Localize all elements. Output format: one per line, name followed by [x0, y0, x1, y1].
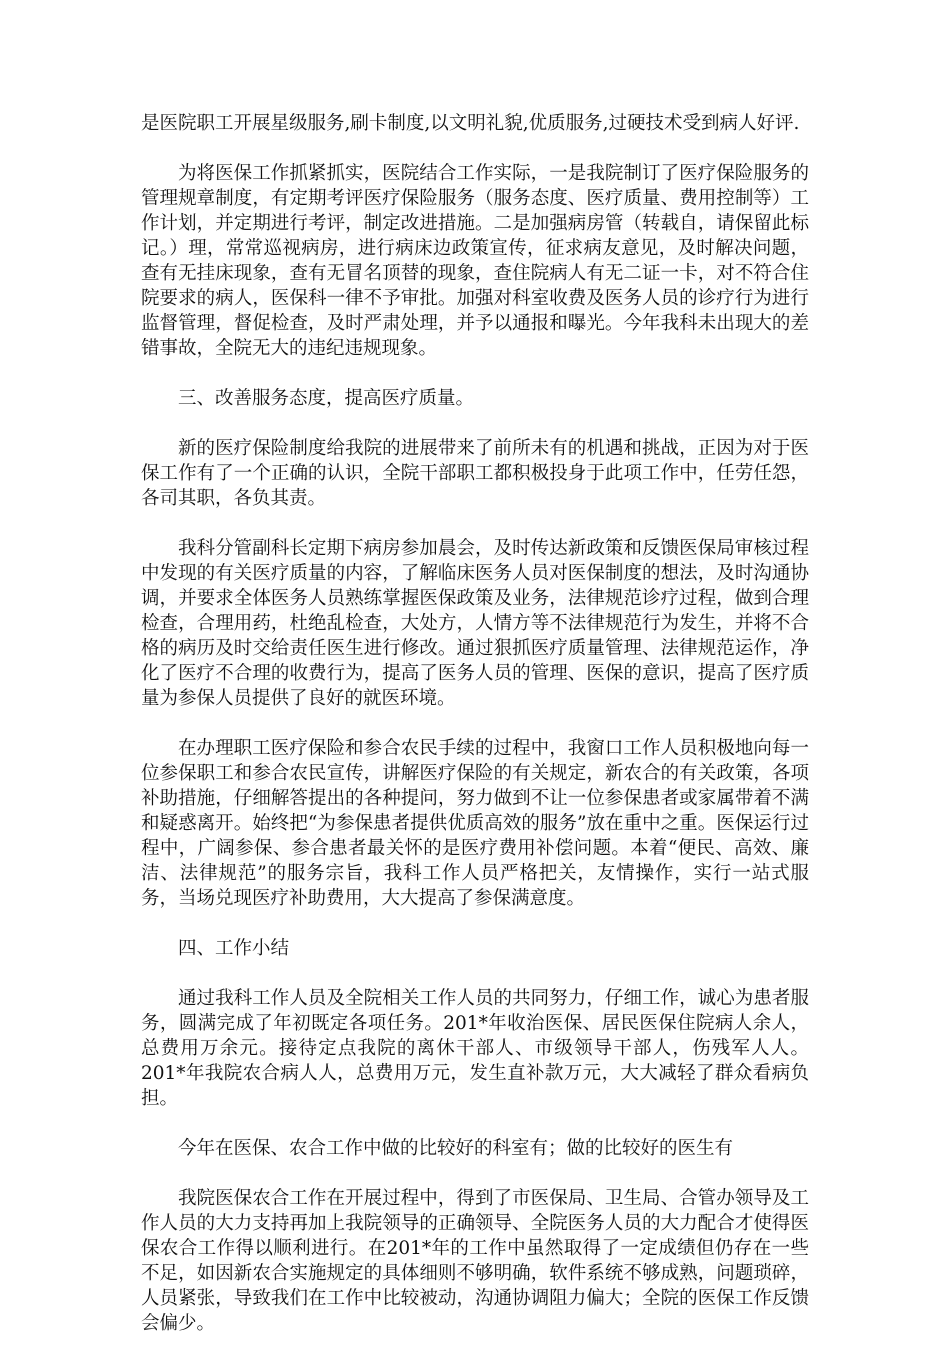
paragraph-1: 是医院职工开展星级服务,刷卡制度,以文明礼貌,优质服务,过硬技术受到病人好评.	[141, 113, 800, 134]
paragraph-4: 新的医疗保险制度给我院的进展带来了前所未有的机遇和挑战，正因为对于医保工作有了一个正确的认识，全院干部职工都积极投身于此项工作中，任劳任怨，各司其职，各负其责。	[141, 438, 809, 509]
paragraph-2: 为将医保工作抓紧抓实，医院结合工作实际，一是我院制订了医疗保险服务的管理规章制度，有定期考评医疗保险服务（服务态度、医疗质量、费用控制等）工作计划，并定期进行考评，制定改进措施。二是加强病房管（转载自，请保留此标记。）理，常常巡视病房，进行病床边政策宣传，征求病友意见，及时解决问题，查有无挂床现象，查有无冒名顶替的现象，查住院病人有无二证一卡，对不符合住院要求的病人，医保科一律不予审批。加强对科室收费及医务人员的诊疗行为进行监督管理，督促检查，及时严肃处理，并予以通报和曝光。今年我科未出现大的差错事故，全院无大的违纪违规现象。	[141, 163, 809, 359]
paragraph-5: 我科分管副科长定期下病房参加晨会，及时传达新政策和反馈医保局审核过程中发现的有关医疗质量的内容，了解临床医务人员对医保制度的想法，及时沟通协调，并要求全体医务人员熟练掌握医保政策及业务，法律规范诊疗过程，做到合理检查，合理用药，杜绝乱检查，大处方，人情方等不法律规范行为发生，并将不合格的病历及时交给责任医生进行修改。通过狠抓医疗质量管理、法律规范运作，净化了医疗不合理的收费行为，提高了医务人员的管理、医保的意识，提高了医疗质量为参保人员提供了良好的就医环境。	[141, 538, 809, 709]
paragraph-8: 通过我科工作人员及全院相关工作人员的共同努力，仔细工作，诚心为患者服务，圆满完成了年初既定各项任务。201*年收治医保、居民医保住院病人余人，总费用万余元。接待定点我院的离休干部人、市级领导干部人，伤残军人人。201*年我院农合病人人，总费用万元，发生直补款万元，大大减轻了群众看病负担。	[141, 988, 809, 1109]
paragraph-10: 我院医保农合工作在开展过程中，得到了市医保局、卫生局、合管办领导及工作人员的大力支持再加上我院领导的正确领导、全院医务人员的大力配合才使得医保农合工作得以顺利进行。在201*年的工作中虽然取得了一定成绩但仍存在一些不足，如因新农合实施规定的具体细则不够明确，软件系统不够成熟，问题琐碎，人员紧张，导致我们在工作中比较被动，沟通协调阻力偏大；全院的医保工作反馈会偏少。	[141, 1188, 809, 1334]
section-heading-4: 四、工作小结	[178, 938, 290, 959]
paragraph-9: 今年在医保、农合工作中做的比较好的科室有；做的比较好的医生有	[178, 1138, 734, 1159]
document-body	[141, 111, 809, 1361]
section-heading-3: 三、改善服务态度，提高医疗质量。	[178, 388, 475, 409]
paragraph-6: 在办理职工医疗保险和参合农民手续的过程中，我窗口工作人员积极地向每一位参保职工和参合农民宣传，讲解医疗保险的有关规定，新农合的有关政策，各项补助措施，仔细解答提出的各种提问，努力做到不让一位参保患者或家属带着不满和疑惑离开。始终把“为参保患者提供优质高效的服务”放在重中之重。医保运行过程中，广阔参保、参合患者最关怀的是医疗费用补偿问题。本着“便民、高效、廉洁、法律规范”的服务宗旨，我科工作人员严格把关，友情操作，实行一站式服务，当场兑现医疗补助费用，大大提高了参保满意度。	[141, 738, 809, 909]
